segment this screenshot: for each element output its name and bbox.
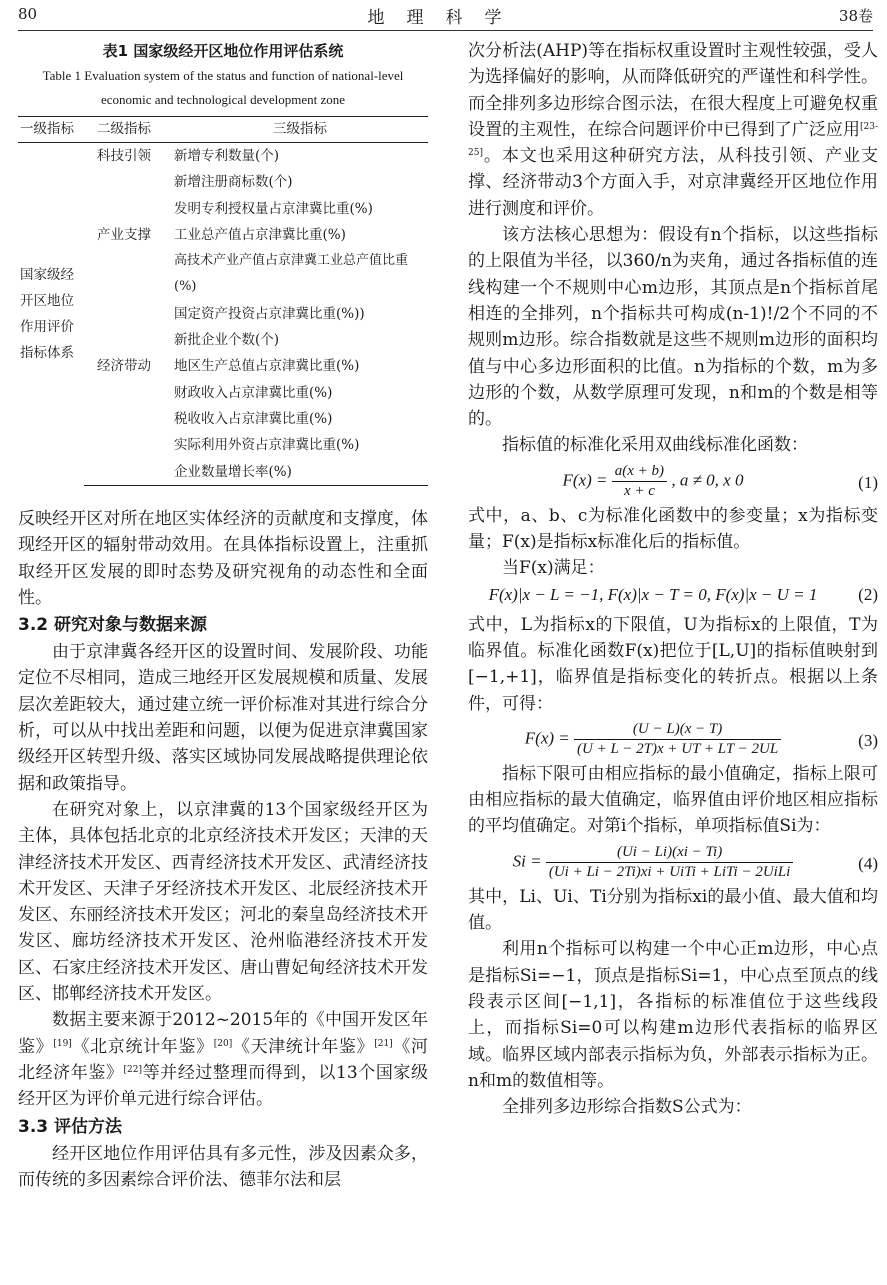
equation-number: (3) <box>858 730 878 750</box>
group-name: 产业支撑 <box>97 226 151 243</box>
section-heading: 3.3 评估方法 <box>18 1116 123 1137</box>
paragraph: 式中，L为指标x的下限值，U为指标x的上限值，T为临界值。标准化函数F(x)把位于[L,U]的指标值映射到[−1,+1]，临界值是指标变化的转折点。根据以上条件，可得： <box>468 614 878 714</box>
page-number: 80 <box>18 5 38 23</box>
equation-number: (2) <box>858 584 878 604</box>
equation-number: (1) <box>858 472 878 492</box>
paragraph: 当F(x)满足： <box>502 558 605 579</box>
citation: [23-25] <box>468 121 878 159</box>
group-name: 科技引领 <box>97 148 151 164</box>
paragraph: 反映经开区对所在地区实体经济的贡献度和支撑度，体现经开区的辐射带动效用。在具体指标设置上，注重抓取经开区发展的即时态势及研究视角的动态性和全面性。 <box>18 509 428 608</box>
header-rule <box>18 30 873 31</box>
header-level2: 二级指标 <box>84 117 164 143</box>
citation: [22] <box>123 1064 142 1075</box>
group-name: 经济带动 <box>97 358 151 375</box>
table-caption-en: Table 1 Evaluation system of the status and function of national-level economic and technological development zone <box>42 68 404 107</box>
citation: [19] <box>53 1038 72 1049</box>
indicator-cell: 新增注册商标数(个) <box>174 174 293 191</box>
indicator-cell: 财政收入占京津冀比重(%) <box>174 384 333 401</box>
paragraph: 指标下限可由相应指标的最小值确定，指标上限可由相应指标的最大值确定，临界值由评价地区相应指标的平均值确定。对第i个指标，单项指标值Si为： <box>468 763 878 837</box>
header-level1: 一级指标 <box>18 117 84 143</box>
indicator-cell: 实际利用外资占京津冀比重(%) <box>174 437 360 454</box>
journal-title: 地理科学 <box>367 8 524 28</box>
paragraph: 次分析法(AHP)等在指标权重设置时主观性较强，受人为选择偏好的影响，从而降低研究的严谨性和科学性。而全排列多边形综合图示法，在很大程度上可避免权重设置的主观性，在综合问题评价中已得到了广泛应用[23-25]。本文也采用这种研究方法，从科技引领、产业支撑、经济带动3个方面入手，对京津冀经开区地位作用进行测度和评价。 <box>468 41 878 219</box>
paragraph: 利用n个指标可以构建一个中心正m边形，中心点是指标Si=−1，顶点是指标Si=1，中心点至顶点的线段表示区间[−1,1]，各指标的标准值位于这些线段上，而指标Si=0可以构建m边形代表指标的临界区域。临界区域内部表示指标为负，外部表示指标为正。n和m的数值相等。 <box>468 939 878 1091</box>
indicator-cell: 新增专利数量(个) <box>174 148 280 164</box>
running-header <box>18 0 873 30</box>
equation-number: (4) <box>858 853 878 873</box>
section-heading: 3.2 研究对象与数据来源 <box>18 615 208 636</box>
level1-cell: 国家级经开区地位作用评价指标体系 <box>20 267 74 362</box>
right-column <box>468 38 878 1120</box>
indicator-cell: 企业数量增长率(%) <box>164 459 428 486</box>
equation-4: Si = $\frac{(Ui - Li)(xi - Ti)}{\text{(Ui + Li − 2Ti)xi + UiTi + LiTi − 2UiLi}}$ (4) <box>512 843 878 880</box>
indicator-table <box>18 116 428 486</box>
citation: [20] <box>213 1038 233 1049</box>
indicator-cell: 地区生产总值占京津冀比重(%) <box>174 358 360 375</box>
equation-1: F(x) = $\frac{a(x + b)}{x + c}$ , a ≠ 0, x 0 (1) <box>562 462 878 499</box>
indicator-cell: 工业总产值占京津冀比重(%) <box>174 226 346 243</box>
table-caption-cn: 表1 国家级经开区地位作用评估系统 <box>102 42 344 60</box>
paragraph: 其中，Li、Ui、Ti分别为指标xi的最小值、最大值和均值。 <box>468 886 878 934</box>
equation-2: F(x)|x − L = −1, F(x)|x − T = 0, F(x)|x − U = 1 (2) <box>468 582 878 612</box>
paragraph: 在研究对象上，以京津冀的13个国家级经开区为主体，具体包括北京的北京经济技术开发区；天津的天津经济技术开发区、西青经济技术开发区、武清经济技术开发区、天津子牙经济技术开发区、北辰经济技术开发区、东丽经济技术开发区；河北的秦皇岛经济技术开发区、廊坊经济技术开发区、沧州临港经济技术开发区、石家庄经济技术开发区、唐山曹妃甸经济技术开发区、邯郸经济技术开发区。 <box>18 799 428 1005</box>
paragraph: 式中，a、b、c为标准化函数中的参变量；x为指标变量；F(x)是指标x标准化后的指标值。 <box>468 505 878 553</box>
indicator-cell: 国定资产投资占京津冀比重(%)) <box>174 305 365 322</box>
citation: [21] <box>374 1038 393 1049</box>
left-column <box>18 38 428 1193</box>
paragraph: 由于京津冀各经开区的设置时间、发展阶段、功能定位不尽相同，造成三地经开区发展规模和质量、发展层次差距较大，通过建立统一评价标准对其进行综合分析，可以从中找出差距和问题，以便为促进京津冀国家级经开区转型升级、落实区域协同发展战略提供理论依据和政策指导。 <box>18 642 428 794</box>
paragraph: 数据主要来源于2012~2015年的《中国开发区年鉴》[19]《北京统计年鉴》[20]《天津统计年鉴》[21]《河北经济年鉴》[22]等并经过整理而得到，以13个国家级经开区为评价单元进行综合评估。 <box>18 1010 429 1110</box>
paragraph: 经开区地位作用评估具有多元性，涉及因素众多，而传统的多因素综合评价法、德菲尔法和层 <box>18 1143 428 1190</box>
table-1 <box>18 38 428 506</box>
indicator-cell: 发明专利授权量占京津冀比重(%) <box>174 200 373 217</box>
paragraph: 指标值的标准化采用双曲线标准化函数： <box>502 435 808 456</box>
paragraph: 该方法核心思想为：假设有n个指标，以这些指标的上限值为半径，以360/n为夹角，通过各指标值的连线构建一个不规则中心m边形，其顶点是n个指标首尾相连的全排列，n个指标共可构成(n-1)!/2个不同的不规则m边形。综合指数就是这些不规则m边形的面积均值与中心多边形面积的比值。n为指标的个数，m为多边形的个数，从数学原理可发现，n和m的个数是相等的。 <box>468 225 878 430</box>
indicator-cell: 高技术产业产值占京津冀工业总产值比重(%) <box>174 253 409 295</box>
table-header-row <box>18 117 428 143</box>
indicator-cell: 税收收入占京津冀比重(%) <box>174 410 333 427</box>
equation-3: F(x) = $\frac{(U - L)(x - T)}{(U + L - 2T)x + UT + LT - 2UL}$ (3) <box>524 720 878 757</box>
paragraph: 全排列多边形综合指数S公式为： <box>502 1097 752 1118</box>
volume-label: 38卷 <box>838 7 873 25</box>
header-level3: 三级指标 <box>164 117 428 143</box>
indicator-cell: 新批企业个数(个) <box>174 332 280 349</box>
table-row <box>18 143 428 170</box>
